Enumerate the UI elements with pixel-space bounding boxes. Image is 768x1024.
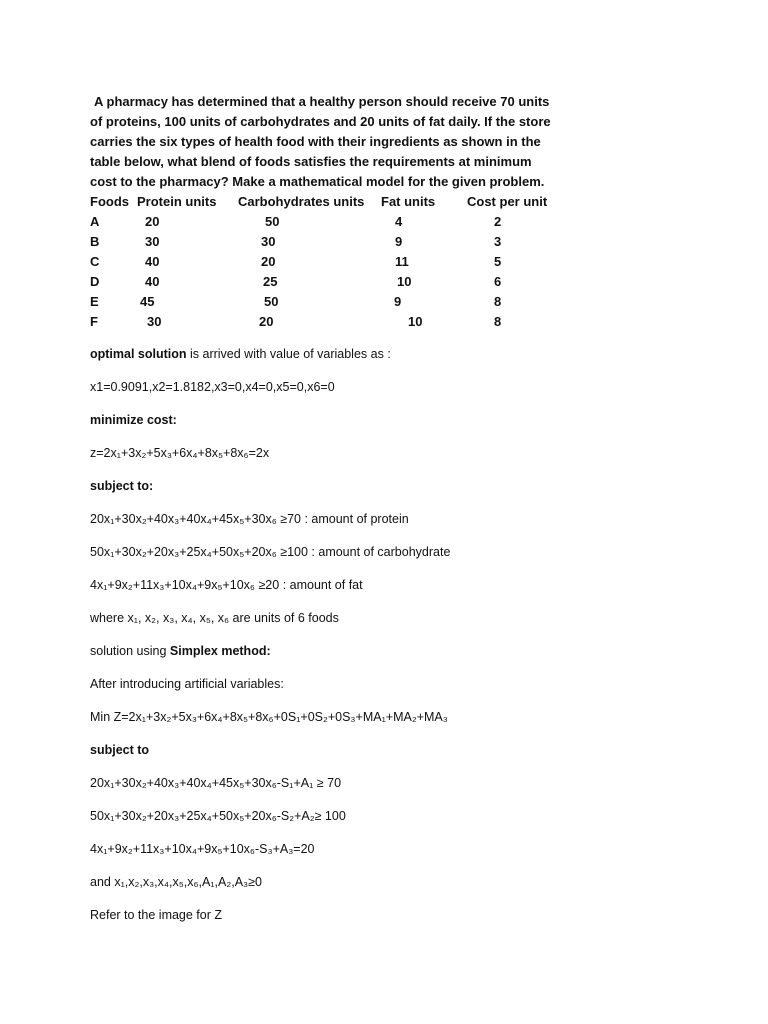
food-name: E	[90, 294, 99, 309]
problem-statement	[90, 92, 560, 192]
carbohydrate-value: 50	[265, 214, 280, 229]
protein-value: 20	[145, 214, 160, 229]
protein-value: 45	[140, 294, 155, 309]
simplex-method-line	[90, 643, 271, 659]
table-row	[90, 212, 557, 232]
protein-value: 40	[145, 274, 160, 289]
simplex-prefix: solution using	[90, 644, 170, 658]
table-row	[90, 252, 557, 272]
equation-1: 20x₁+30x₂+40x₃+40x₄+45x₅+30x₆-S₁+A₁ ≥ 70	[90, 776, 342, 790]
subject-to-label: subject to:	[90, 479, 154, 493]
cost-value: 5	[494, 254, 502, 269]
cost-value: 2	[494, 214, 502, 229]
carbohydrate-value: 50	[264, 294, 279, 309]
protein-constraint: 20x₁+30x₂+40x₃+40x₄+45x₅+30x₆ ≥70 : amount of protein	[90, 512, 409, 526]
header-foods: Foods	[90, 194, 129, 209]
fat-value: 10	[397, 274, 412, 289]
food-ingredients-table	[90, 192, 557, 332]
variables-definition: where x₁, x₂, x₃, x₄, x₅, x₆ are units of 6 foods	[90, 611, 339, 625]
carbohydrate-value: 25	[263, 274, 278, 289]
carbohydrate-constraint: 50x₁+30x₂+20x₃+25x₄+50x₅+20x₆ ≥100 : amount of carbohydrate	[90, 545, 451, 559]
table-header-row	[90, 192, 557, 212]
header-fat: Fat units	[381, 194, 436, 209]
artificial-variables-heading: After introducing artificial variables:	[90, 677, 284, 691]
fat-value: 10	[408, 314, 423, 329]
optimal-solution-line	[90, 346, 391, 362]
protein-value: 30	[147, 314, 162, 329]
table-row	[90, 312, 557, 332]
cost-value: 8	[494, 314, 502, 329]
equation-3: 4x₁+9x₂+11x₃+10x₄+9x₅+10x₆-S₃+A₃=20	[90, 842, 315, 856]
refer-image-note: Refer to the image for Z	[90, 908, 223, 922]
variable-values: x1=0.9091,x2=1.8182,x3=0,x4=0,x5=0,x6=0	[90, 380, 335, 394]
problem-text: A pharmacy has determined that a healthy person should receive 70 units of proteins, 100 units of carbohydrates and 20 units of fat daily. If the store carries the six types of health food with their ingredients as shown in the table below, what blend of foods satisfies the requirements at minimum cost to the pharmacy? Make a mathematical model for the given problem.	[90, 94, 551, 189]
equation-2: 50x₁+30x₂+20x₃+25x₄+50x₅+20x₆-S₂+A₂≥ 100	[90, 809, 346, 823]
non-negativity-constraint: and x₁,x₂,x₃,x₄,x₅,x₆,A₁,A₂,A₃≥0	[90, 875, 262, 889]
header-protein: Protein units	[137, 194, 217, 209]
carbohydrate-value: 20	[261, 254, 276, 269]
min-z-equation: Min Z=2x₁+3x₂+5x₃+6x₄+8x₅+8x₆+0S₁+0S₂+0S₃+MA₁+MA₂+MA₃	[90, 710, 448, 724]
food-name: C	[90, 254, 100, 269]
table-row	[90, 292, 557, 312]
header-cost: Cost per unit	[467, 194, 548, 209]
food-name: A	[90, 214, 100, 229]
food-name: F	[90, 314, 98, 329]
optimal-solution-label: optimal solution	[90, 347, 187, 361]
subject-to-label-2: subject to	[90, 743, 150, 757]
carbohydrate-value: 30	[261, 234, 276, 249]
fat-value: 4	[395, 214, 403, 229]
minimize-cost-label: minimize cost:	[90, 413, 177, 427]
fat-value: 9	[394, 294, 402, 309]
fat-value: 9	[395, 234, 403, 249]
fat-constraint: 4x₁+9x₂+11x₃+10x₄+9x₅+10x₆ ≥20 : amount of fat	[90, 578, 363, 592]
carbohydrate-value: 20	[259, 314, 274, 329]
protein-value: 30	[145, 234, 160, 249]
protein-value: 40	[145, 254, 160, 269]
cost-value: 6	[494, 274, 502, 289]
objective-function: z=2x₁+3x₂+5x₃+6x₄+8x₅+8x₆=2x	[90, 446, 270, 460]
cost-value: 3	[494, 234, 502, 249]
table-row	[90, 232, 557, 252]
simplex-label: Simplex method:	[169, 644, 271, 658]
header-carbohydrates: Carbohydrates units	[238, 194, 365, 209]
optimal-solution-text: is arrived with value of variables as :	[186, 347, 391, 361]
food-name: D	[90, 274, 100, 289]
fat-value: 11	[395, 254, 409, 269]
table-row	[90, 272, 557, 292]
food-name: B	[90, 234, 100, 249]
cost-value: 8	[494, 294, 502, 309]
